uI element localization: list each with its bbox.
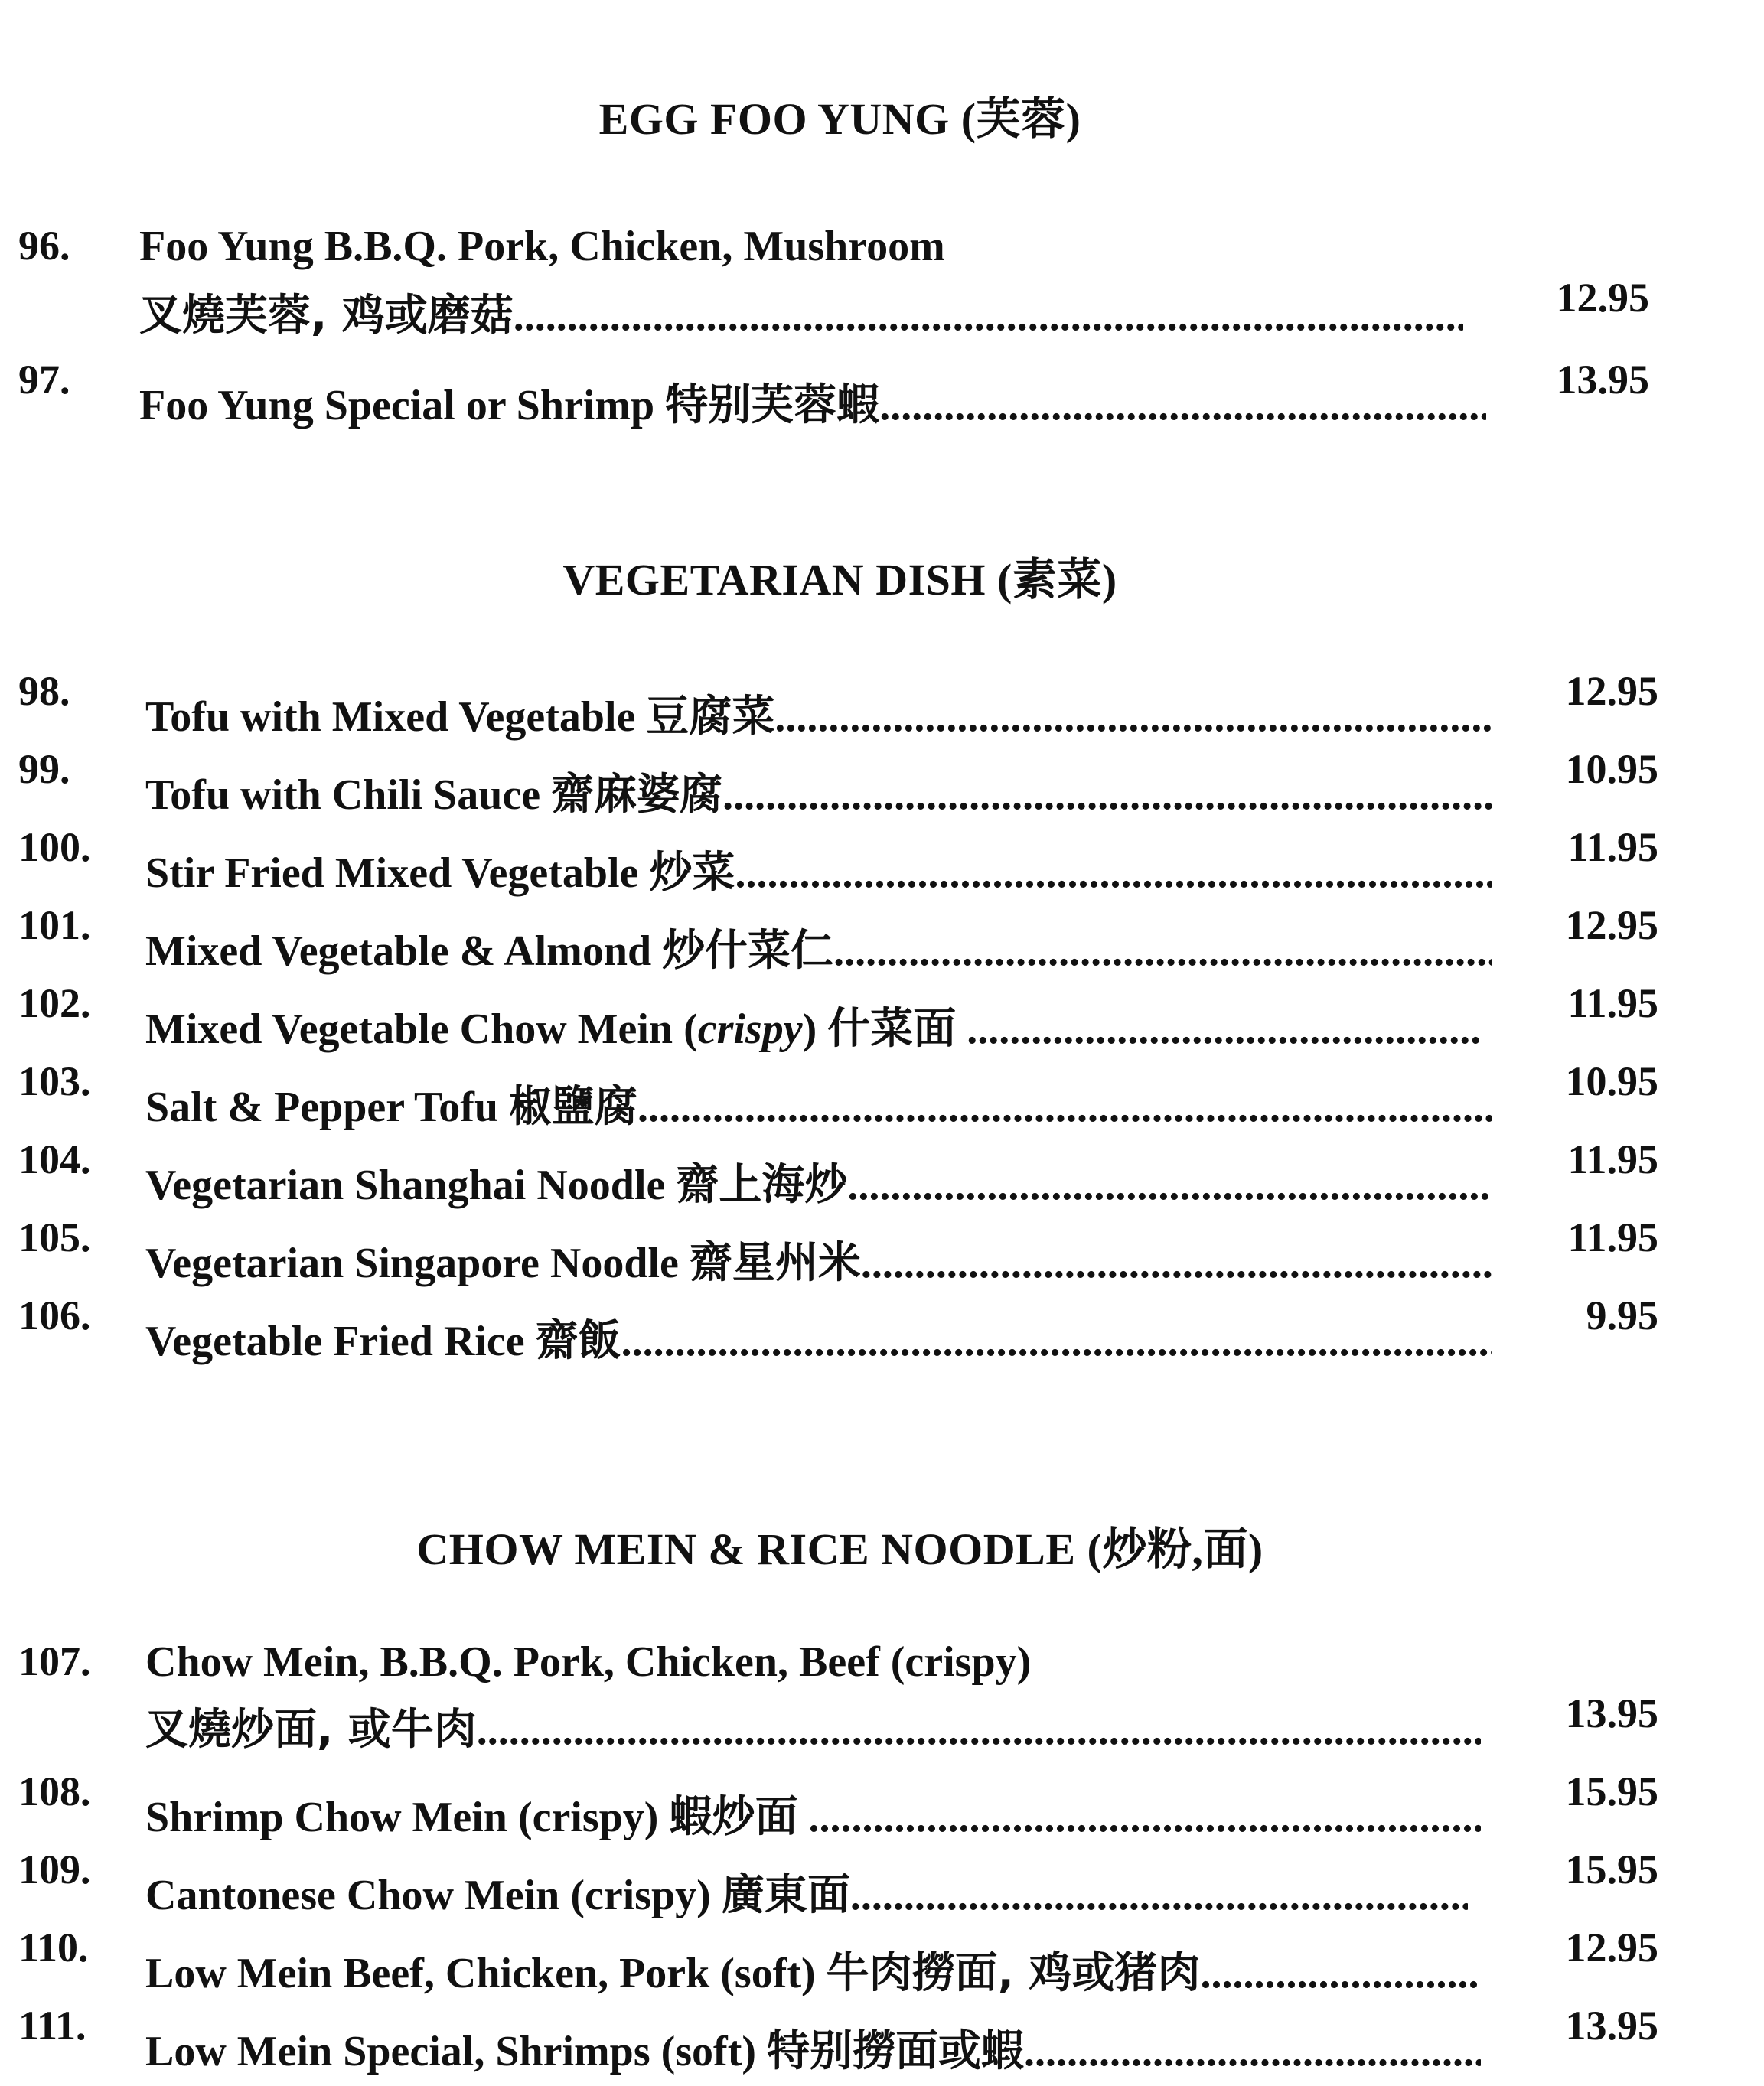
menu-item-110 <box>0 1924 1764 2008</box>
menu-item-100 <box>0 823 1764 908</box>
item-name-zh: 特别芙蓉蝦 <box>665 380 880 430</box>
menu-item-101 <box>0 901 1764 986</box>
dot-leader <box>722 771 1492 819</box>
menu-item-107 <box>0 1638 1764 1755</box>
dot-leader <box>477 1706 1481 1754</box>
menu-item-111 <box>0 2002 1764 2086</box>
item-name-zh: 什菜面 <box>827 1004 957 1054</box>
dot-leader <box>774 693 1492 741</box>
menu-item-104 <box>0 1136 1764 1220</box>
item-price: 12.95 <box>1565 902 1658 948</box>
item-number: 109. <box>18 1846 91 1892</box>
item-name-zh: 齋星州米 <box>689 1238 861 1288</box>
item-number: 110. <box>18 1925 89 1970</box>
item-name-line <box>145 995 1481 1056</box>
item-number: 106. <box>18 1292 91 1338</box>
section-title-chow-mein-rice-noodle: CHOW MEIN & RICE NOODLE (炒粉,面) <box>416 1524 1263 1574</box>
item-name-chinese-line <box>139 282 1463 343</box>
section-title-vegetarian-dish: VEGETARIAN DISH (素菜) <box>562 555 1117 605</box>
item-price: 12.95 <box>1565 668 1658 714</box>
item-price: 12.95 <box>1565 1925 1658 1970</box>
item-name-zh: 叉燒炒面, 或牛肉 <box>145 1705 477 1755</box>
dot-leader <box>833 927 1492 975</box>
item-name: Cantonese Chow Mein (crispy) <box>145 1872 711 1919</box>
menu-item-109 <box>0 1846 1764 1930</box>
item-name-chinese-line <box>145 1696 1481 1757</box>
item-name-suffix: ) <box>802 1006 817 1053</box>
item-name-italic: crispy <box>697 1006 803 1053</box>
item-name-prefix: Mixed Vegetable Chow Mein ( <box>145 1006 698 1053</box>
menu-item-98 <box>0 667 1764 751</box>
item-number: 98. <box>18 668 70 714</box>
item-number: 111. <box>18 2003 86 2049</box>
item-price: 10.95 <box>1565 746 1658 792</box>
item-name-line <box>145 1861 1468 1922</box>
item-name: Vegetarian Singapore Noodle <box>145 1240 679 1287</box>
item-name: Foo Yung B.B.Q. Pork, Chicken, Mushroom <box>139 223 945 270</box>
menu-item-106 <box>0 1292 1764 1376</box>
item-price: 10.95 <box>1565 1058 1658 1104</box>
dot-leader <box>735 849 1492 897</box>
dot-leader <box>1200 1950 1481 1997</box>
item-name-line <box>145 2017 1481 2078</box>
item-name-zh: 齋飯 <box>535 1316 621 1366</box>
dot-leader <box>637 1084 1492 1131</box>
item-name: Foo Yung Special or Shrimp <box>139 382 655 429</box>
item-name: Tofu with Mixed Vegetable <box>145 693 636 741</box>
menu-item-96 <box>0 222 1764 341</box>
item-name: Low Mein Special, Shrimps (soft) <box>145 2028 756 2075</box>
item-number: 108. <box>18 1768 91 1814</box>
item-name-zh: 齋麻婆腐 <box>551 770 723 820</box>
item-name-zh: 豆腐菜 <box>646 692 775 742</box>
item-name-zh: 椒鹽腐 <box>509 1082 638 1132</box>
item-name-zh: 炒菜 <box>649 848 735 898</box>
item-number: 103. <box>18 1058 91 1104</box>
item-price: 9.95 <box>1586 1292 1658 1338</box>
item-price: 11.95 <box>1567 1136 1658 1182</box>
item-name: Low Mein Beef, Chicken, Pork (soft) <box>145 1950 816 1997</box>
item-price: 13.95 <box>1565 1690 1658 1736</box>
item-name-line <box>145 917 1492 978</box>
item-name-zh: 炒什菜仁 <box>662 926 834 976</box>
item-name: Mixed Vegetable & Almond <box>145 927 652 975</box>
item-price: 12.95 <box>1556 275 1649 321</box>
dot-leader <box>861 1240 1492 1287</box>
item-number: 101. <box>18 902 91 948</box>
item-price: 13.95 <box>1565 2003 1658 2049</box>
item-name-zh: 特别撈面或蝦 <box>767 2026 1024 2076</box>
item-name: Vegetable Fried Rice <box>145 1318 525 1365</box>
item-name-line <box>145 839 1492 900</box>
item-number: 97. <box>18 357 70 403</box>
dot-leader <box>847 1162 1492 1209</box>
item-name: Tofu with Chili Sauce <box>145 771 541 819</box>
item-price: 15.95 <box>1565 1846 1658 1892</box>
dot-leader <box>514 292 1463 340</box>
item-name-zh: 牛肉撈面, 鸡或猪肉 <box>826 1948 1201 1998</box>
item-price: 15.95 <box>1565 1768 1658 1814</box>
dot-leader <box>621 1318 1492 1365</box>
section-title-egg-foo-yung: EGG FOO YUNG (芙蓉) <box>598 94 1081 144</box>
item-name: Shrimp Chow Mein (crispy) <box>145 1794 659 1841</box>
item-name-zh: 齋上海炒 <box>676 1160 848 1210</box>
menu-item-97 <box>0 356 1764 440</box>
item-name-zh: 廣東面 <box>721 1870 850 1920</box>
menu-item-105 <box>0 1214 1764 1298</box>
dot-leader <box>850 1872 1468 1919</box>
item-name-zh: 蝦炒面 <box>669 1792 798 1842</box>
dot-leader <box>1024 2028 1481 2075</box>
item-name-zh: 叉燒芙蓉, 鸡或磨菇 <box>139 291 514 341</box>
item-number: 104. <box>18 1136 91 1182</box>
item-name-line <box>145 683 1492 744</box>
menu-item-103 <box>0 1058 1764 1142</box>
item-number: 102. <box>18 980 91 1026</box>
menu-item-108 <box>0 1768 1764 1852</box>
dot-leader <box>967 1006 1481 1053</box>
item-name: Salt & Pepper Tofu <box>145 1084 499 1131</box>
dot-leader <box>879 382 1486 429</box>
item-number: 99. <box>18 746 70 792</box>
item-number: 105. <box>18 1214 91 1260</box>
item-name-line <box>145 1151 1492 1212</box>
item-name: Stir Fried Mixed Vegetable <box>145 849 639 897</box>
item-number: 96. <box>18 223 70 269</box>
dot-leader <box>808 1794 1481 1841</box>
item-name: Chow Mein, B.B.Q. Pork, Chicken, Beef (crispy) <box>145 1638 1032 1686</box>
item-number: 100. <box>18 824 91 870</box>
item-name-line <box>145 1073 1492 1134</box>
item-name-line <box>139 371 1486 432</box>
item-name-line <box>145 1307 1492 1368</box>
menu-item-99 <box>0 745 1764 830</box>
item-price: 11.95 <box>1567 980 1658 1026</box>
item-name: Vegetarian Shanghai Noodle <box>145 1162 666 1209</box>
item-name-line <box>145 1939 1481 2000</box>
item-price: 11.95 <box>1567 824 1658 870</box>
item-price: 11.95 <box>1567 1214 1658 1260</box>
item-name-line <box>145 1783 1481 1844</box>
item-name-line <box>145 1229 1492 1290</box>
item-price: 13.95 <box>1556 357 1649 403</box>
item-name-line <box>145 761 1492 822</box>
menu-item-102 <box>0 979 1764 1064</box>
item-number: 107. <box>18 1638 91 1684</box>
